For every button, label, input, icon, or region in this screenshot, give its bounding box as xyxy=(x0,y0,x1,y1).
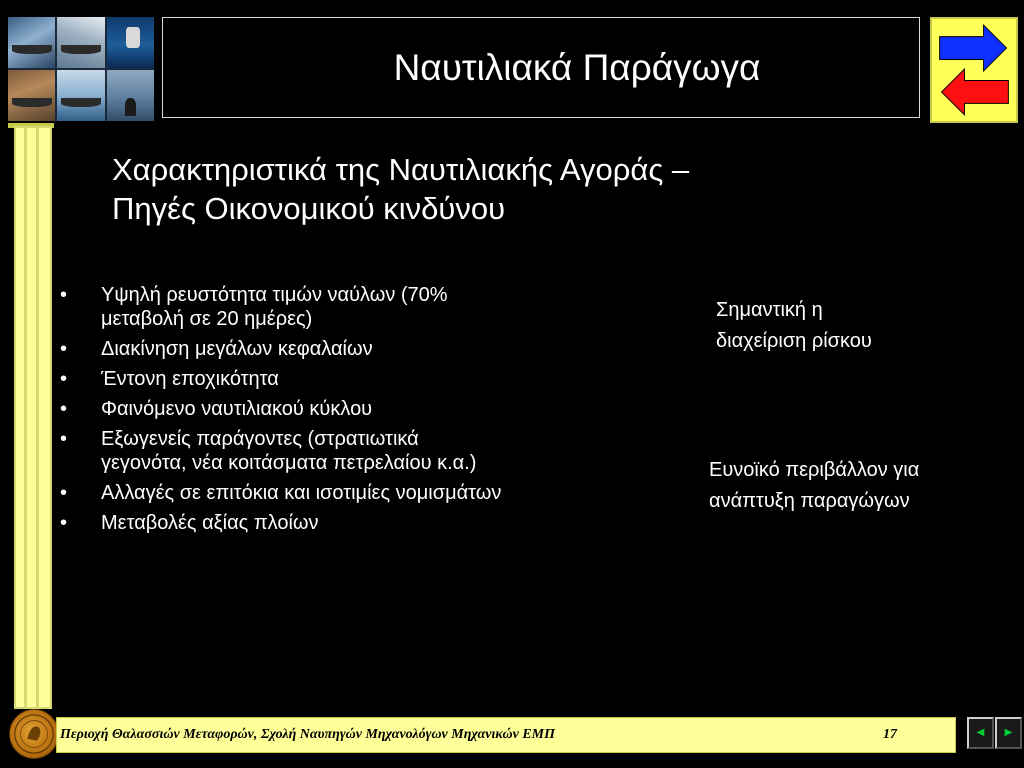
note-line: ανάπτυξη παραγώγων xyxy=(709,490,910,512)
bullet-marker: • xyxy=(60,482,68,504)
ship-photo xyxy=(8,17,55,68)
arrow-left-icon[interactable] xyxy=(942,69,1009,115)
list-item-text: Φαινόμενο ναυτιλιακού κύκλου xyxy=(101,398,373,420)
bullet-marker: • xyxy=(60,338,68,360)
list-item xyxy=(60,397,505,421)
footer-text: Περιοχή Θαλασσιών Μεταφορών, Σχολή Ναυπηγών Μηχανολόγων Μηχανικών ΕΜΠ xyxy=(60,727,555,742)
next-slide-button[interactable] xyxy=(995,717,1022,749)
risk-sources-list xyxy=(60,283,505,541)
list-item xyxy=(60,427,505,475)
left-bar-stripe xyxy=(36,126,39,709)
list-item-text: Έντονη εποχικότητα xyxy=(101,368,279,390)
bullet-marker: • xyxy=(60,428,68,450)
chevron-left-icon: ◀ xyxy=(976,727,985,738)
previous-slide-button[interactable] xyxy=(967,717,994,749)
chevron-right-icon: ▶ xyxy=(1004,727,1013,738)
left-decorative-bar xyxy=(14,126,52,709)
footer-bar xyxy=(56,717,956,753)
list-item xyxy=(60,367,505,391)
cargo-photo xyxy=(8,70,55,121)
nav-arrows-panel xyxy=(930,17,1018,123)
list-item-text: Εξωγενείς παράγοντες (στρατιωτικά γεγονότα, νέα κοιτάσματα πετρελαίου κ.α.) xyxy=(101,428,477,474)
port-photo xyxy=(57,17,104,68)
list-item xyxy=(60,511,505,535)
page-number: 17 xyxy=(883,727,897,742)
note-line: Ευνοϊκό περιβάλλον για xyxy=(709,459,920,481)
bullet-marker: • xyxy=(60,512,68,534)
university-seal-icon xyxy=(9,709,59,759)
risk-management-note xyxy=(716,295,936,357)
arrow-right-icon[interactable] xyxy=(940,25,1007,71)
bullet-marker: • xyxy=(60,284,68,306)
slide-nav-buttons xyxy=(967,717,1023,751)
subtitle-line-2: Πηγές Οικονομικού κινδύνου xyxy=(112,191,506,226)
sub-photo xyxy=(107,70,154,121)
list-item-text: Μεταβολές αξίας πλοίων xyxy=(101,512,319,534)
list-item-text: Αλλαγές σε επιτόκια και ισοτιμίες νομισμάτων xyxy=(101,482,502,504)
list-item xyxy=(60,283,505,331)
list-item-text: Υψηλή ρευστότητα τιμών ναύλων (70% μεταβολή σε 20 ημέρες) xyxy=(101,284,448,330)
derivatives-environment-note xyxy=(709,455,999,517)
bullet-marker: • xyxy=(60,368,68,390)
slide-subtitle xyxy=(112,150,892,228)
left-bar-stripe xyxy=(24,126,27,709)
nav-arrows-graphic xyxy=(932,19,1016,121)
note-line: διαχείριση ρίσκου xyxy=(716,330,872,352)
subtitle-line-1: Χαρακτηριστικά της Ναυτιλιακής Αγοράς – xyxy=(112,152,690,187)
list-item xyxy=(60,337,505,361)
submarine-photo xyxy=(107,17,154,68)
tanker-photo xyxy=(57,70,104,121)
note-line: Σημαντική η xyxy=(716,299,823,321)
slide-title: Ναυτιλιακά Παράγωγα xyxy=(393,46,761,88)
list-item xyxy=(60,481,505,505)
list-item-text: Διακίνηση μεγάλων κεφαλαίων xyxy=(101,338,373,360)
bullet-marker: • xyxy=(60,398,68,420)
header-photo-collage xyxy=(8,17,154,121)
slide-title-box xyxy=(162,17,920,118)
